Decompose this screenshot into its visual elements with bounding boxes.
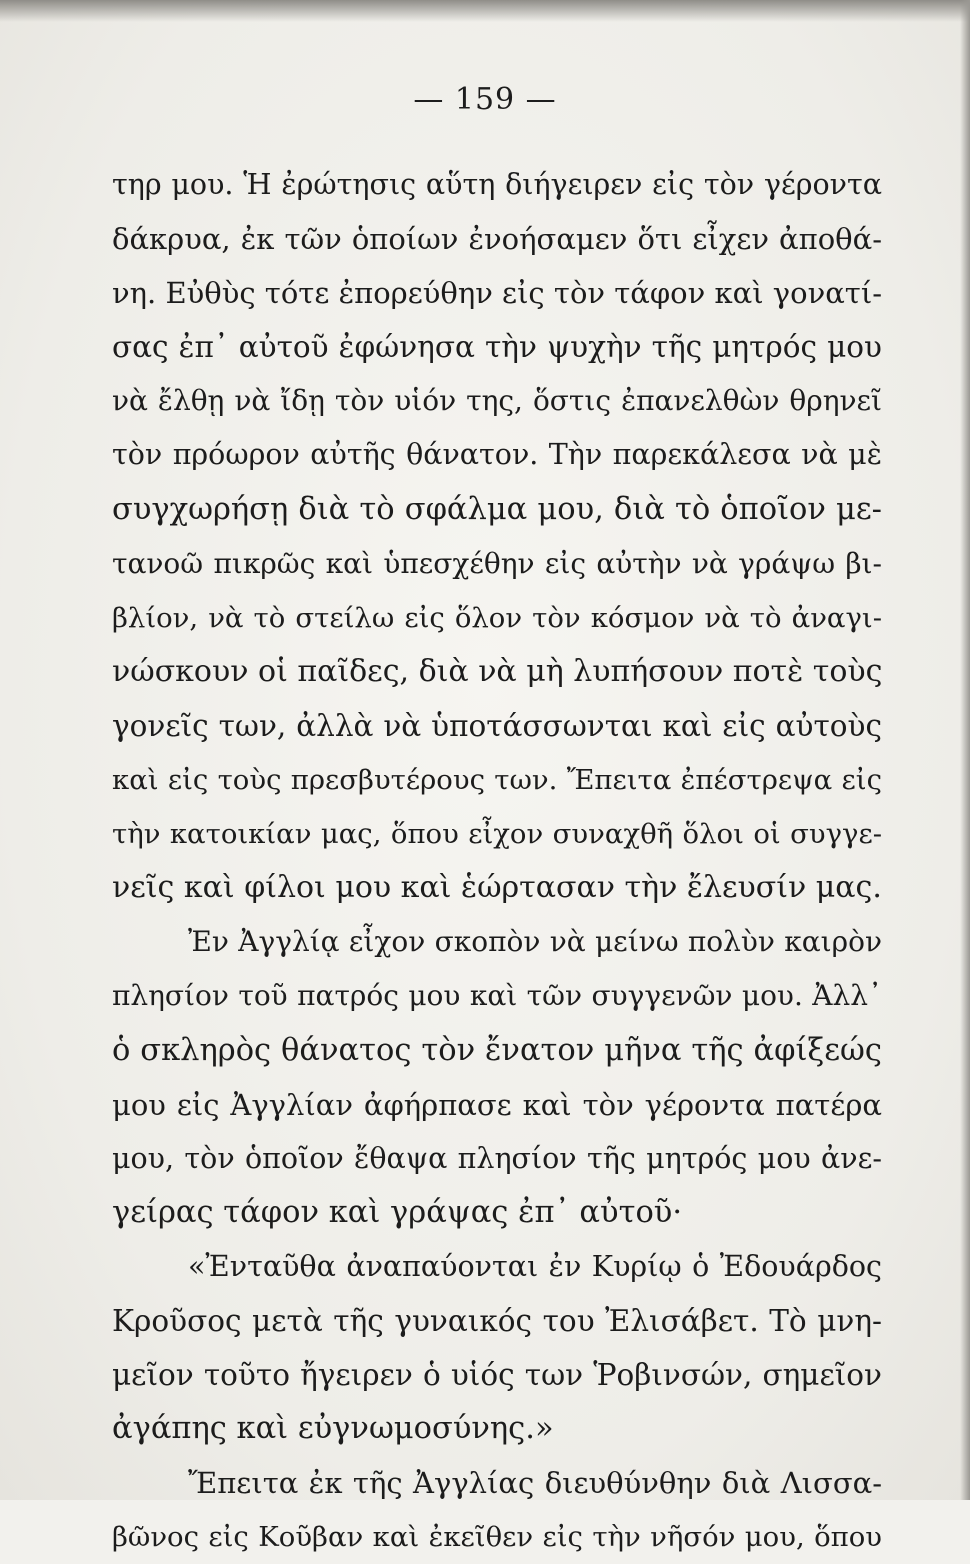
text-line: «Ἐνταῦθα ἀναπαύονται ἐν Κυρίῳ ὁ Ἐδουάρδος <box>188 1249 882 1283</box>
text-line: νώσκουν οἱ παῖδες, διὰ νὰ μὴ λυπήσουν ποτὲ τοὺς <box>112 653 883 689</box>
text-line: τανοῶ πικρῶς καὶ ὑπεσχέθην εἰς αὐτὴν νὰ γράψω βι- <box>112 546 882 580</box>
text-line: ἀγάπης καὶ εὐγνωμοσύνης.» <box>112 1411 554 1447</box>
text-line: μεῖον τοῦτο ἤγειρεν ὁ υἱός των Ῥοβινσών, σημεῖον <box>112 1358 882 1393</box>
text-line: τὸν πρόωρον αὐτῆς θάνατον. Τὴν παρεκάλεσα νὰ μὲ <box>112 438 882 472</box>
top-edge-shadow <box>0 0 970 22</box>
page-number: — 159 — <box>413 82 557 117</box>
text-line: Ἔπειτα ἐκ τῆς Ἀγγλίας διευθύνθην διὰ Λισσα- <box>188 1466 882 1501</box>
text-line: Ἐν Ἀγγλίᾳ εἶχον σκοπὸν νὰ μείνω πολὺν καιρὸν <box>188 925 882 959</box>
text-line: μου, τὸν ὁποῖον ἔθαψα πλησίον τῆς μητρός μου ἀνε- <box>112 1141 882 1175</box>
text-line: γείρας τάφον καὶ γράψας ἐπ᾿ αὐτοῦ· <box>112 1194 683 1230</box>
text-line: βλίον, νὰ τὸ στείλω εἰς ὅλον τὸν κόσμον νὰ τὸ ἀναγι- <box>112 601 882 634</box>
text-line: γονεῖς των, ἀλλὰ νὰ ὑποτάσσωνται καὶ εἰς αὐτοὺς <box>112 708 882 743</box>
text-line: νὰ ἔλθῃ νὰ ἴδῃ τὸν υἱόν της, ὅστις ἐπανελθὼν θρηνεῖ <box>112 384 882 418</box>
text-line: τηρ μου. Ἡ ἐρώτησις αὕτη διήγειρεν εἰς τὸν γέροντα <box>112 168 882 201</box>
text-line: καὶ εἰς τοὺς πρεσβυτέρους των. Ἔπειτα ἐπέστρεψα εἰς <box>112 764 882 797</box>
text-line: μου εἰς Ἀγγλίαν ἀφήρπασε καὶ τὸν γέροντα πατέρα <box>112 1087 882 1122</box>
text-line: δάκρυα, ἐκ τῶν ὁποίων ἐνοήσαμεν ὅτι εἶχεν ἀποθά- <box>112 222 882 257</box>
text-line: νεῖς καὶ φίλοι μου καὶ ἑώρτασαν τὴν ἔλευσίν μας. <box>112 870 882 906</box>
text-line: συγχωρήσῃ διὰ τὸ σφάλμα μου, διὰ τὸ ὁποῖον με- <box>112 491 882 527</box>
right-edge-shadow <box>960 0 970 1500</box>
text-line: νη. Εὐθὺς τότε ἐπορεύθην εἰς τὸν τάφον καὶ γονατί- <box>112 276 883 311</box>
text-line: σας ἐπ᾿ αὐτοῦ ἐφώνησα τὴν ψυχὴν τῆς μητρός μου <box>112 330 882 365</box>
text-line: βῶνος εἰς Κοῦβαν καὶ ἐκεῖθεν εἰς τὴν νῆσόν μου, ὅπου <box>112 1521 882 1554</box>
text-line: Κροῦσος μετὰ τῆς γυναικός του Ἐλισάβετ. Τὸ μνη- <box>112 1303 882 1338</box>
body-text <box>112 158 882 1564</box>
text-line: τὴν κατοικίαν μας, ὅπου εἶχον συναχθῆ ὅλοι οἱ συγγε- <box>112 818 882 851</box>
text-line: ὁ σκληρὸς θάνατος τὸν ἔνατον μῆνα τῆς ἀφίξεώς <box>112 1032 882 1068</box>
text-line: πλησίον τοῦ πατρός μου καὶ τῶν συγγενῶν μου. Ἀλλ᾿ <box>112 979 882 1013</box>
